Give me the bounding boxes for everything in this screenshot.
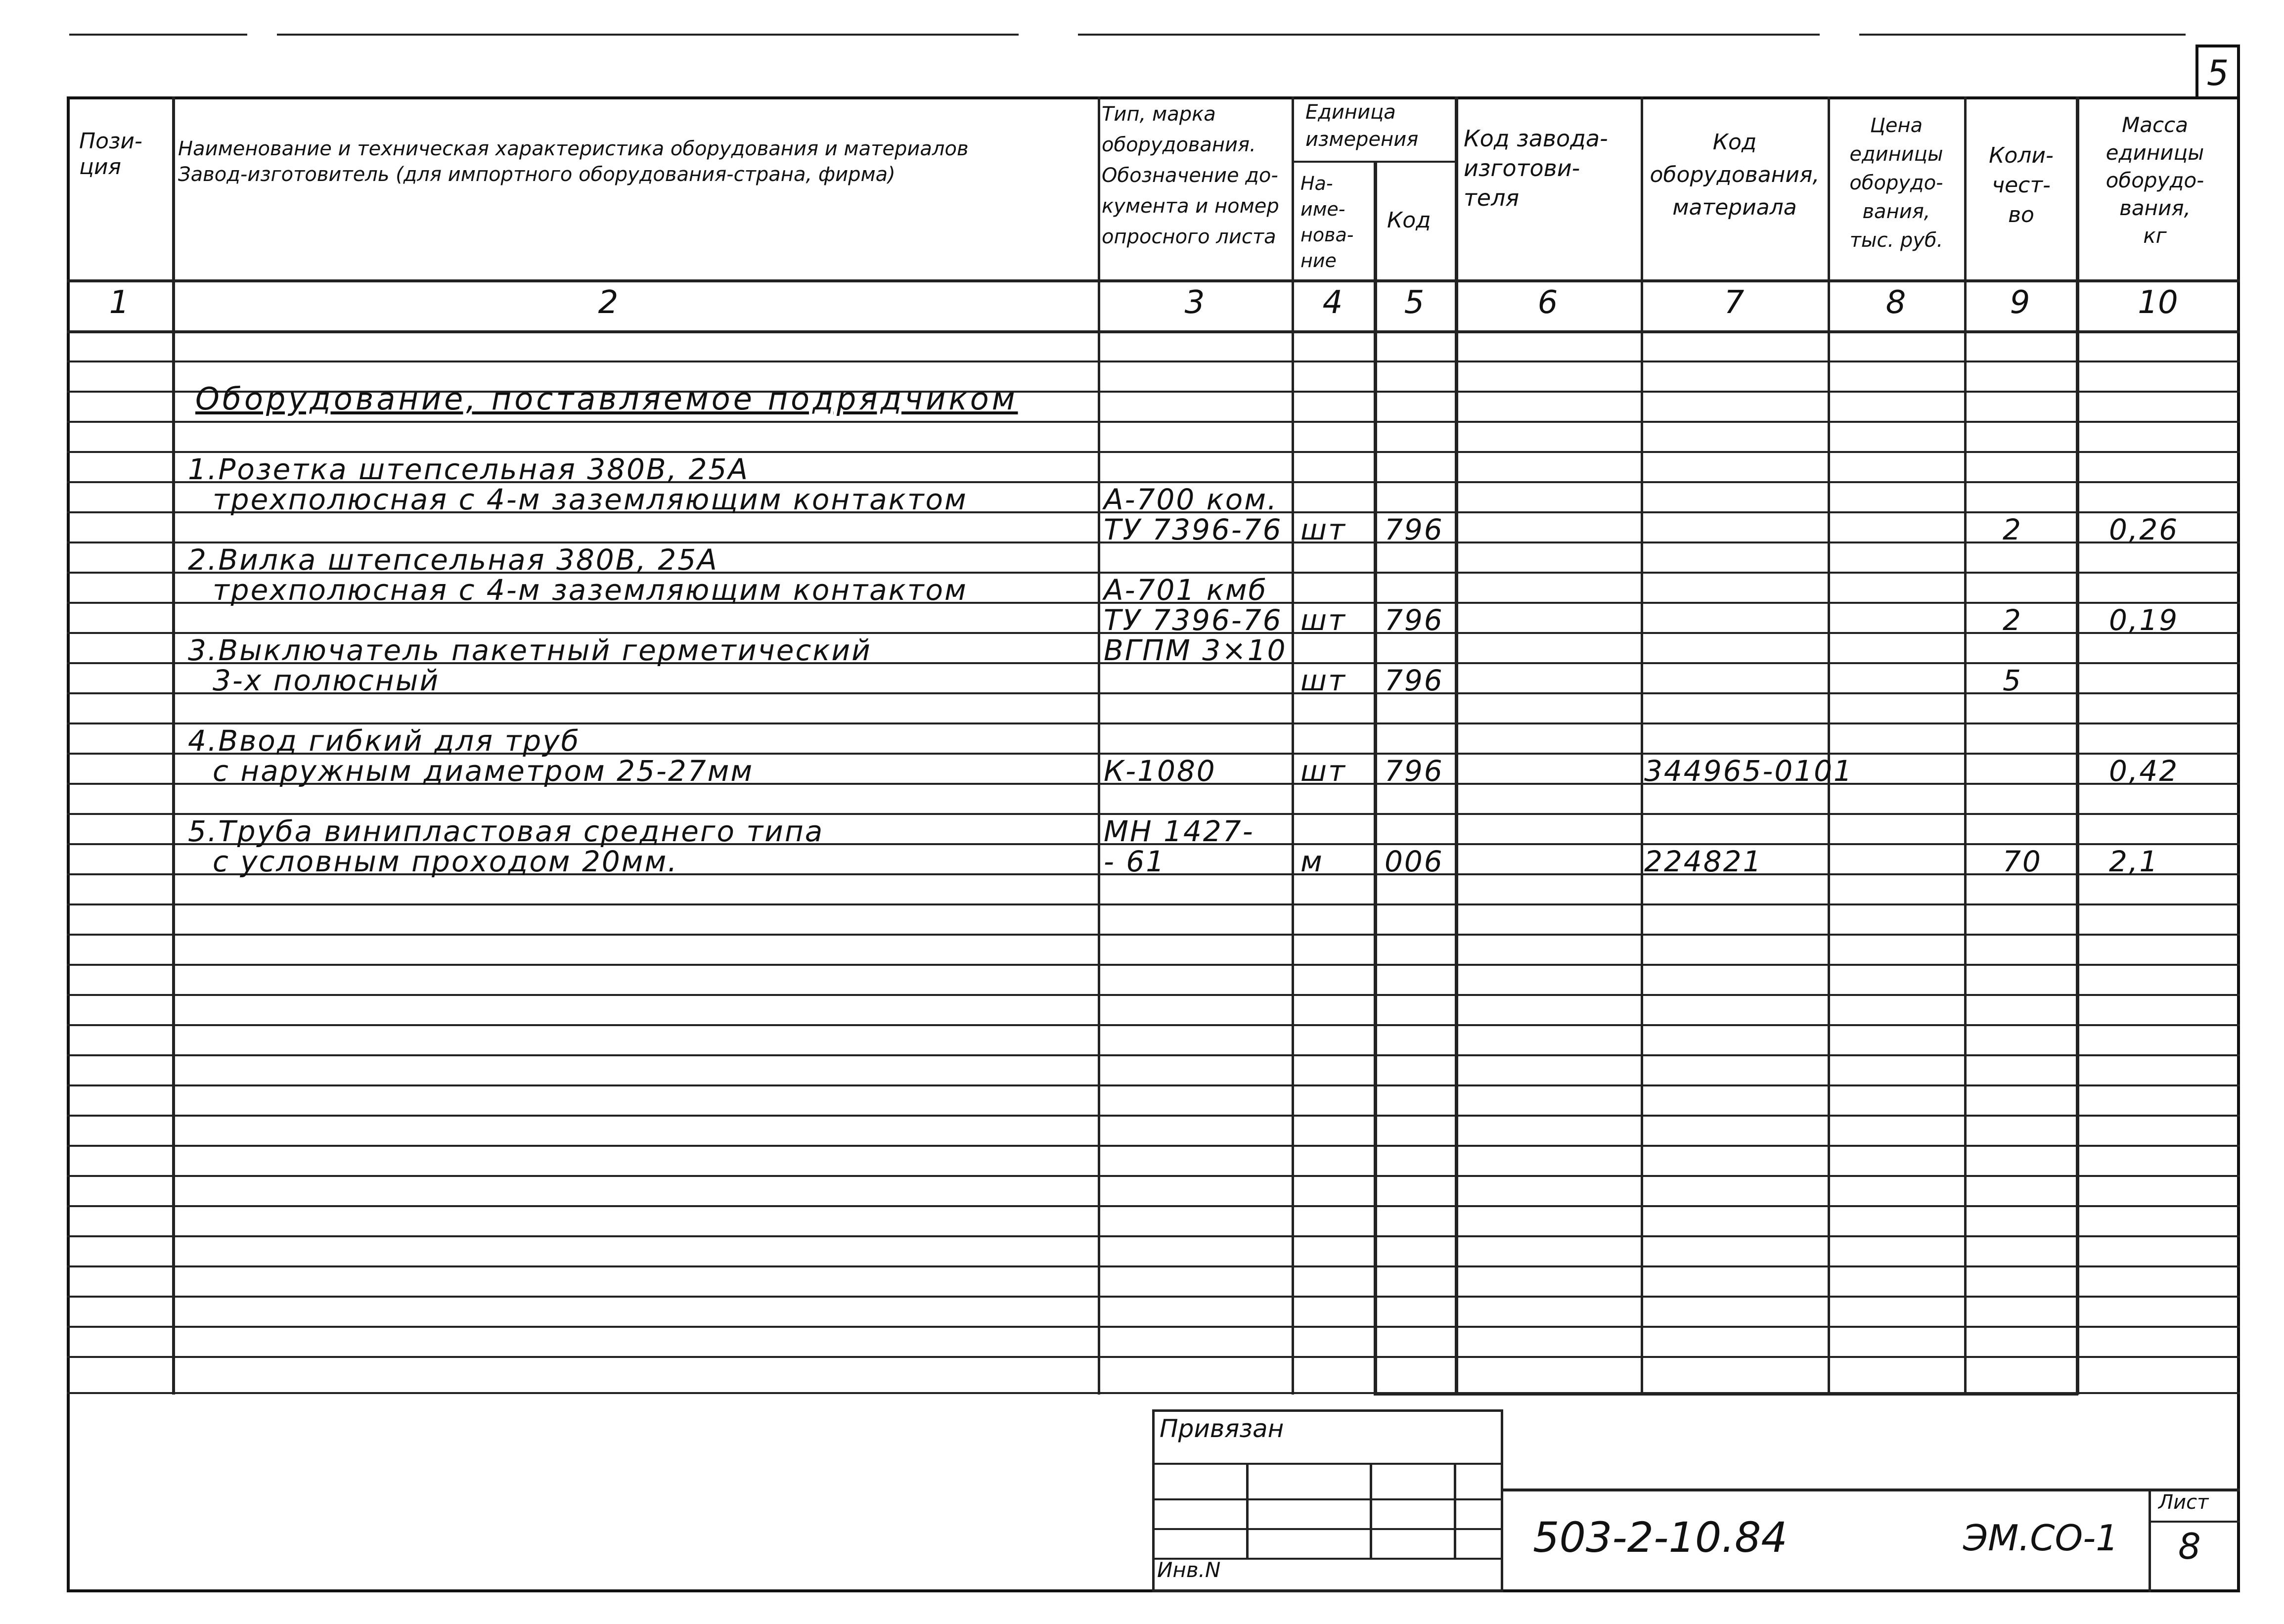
- stamp-vline: [1370, 1463, 1372, 1558]
- cell-code: 796: [1385, 603, 1444, 637]
- row-line: [67, 421, 2240, 423]
- header-quantity: Коли- чест- во: [1989, 143, 2054, 227]
- colnum-1: 1: [109, 284, 130, 321]
- header-equipment-code: Код оборудования, материала: [1650, 130, 1820, 220]
- cut-line: [277, 34, 1019, 36]
- colnum-4: 4: [1322, 284, 1343, 321]
- col-line-8: [1964, 96, 1967, 1395]
- unit-group-line: [1292, 161, 1455, 163]
- cut-line: [1078, 34, 1820, 36]
- header-type: Тип, марка оборудования. Обозначение до- кумента и номер опросного листа: [1102, 103, 1279, 248]
- col-line-7: [1828, 96, 1830, 1395]
- sheet-number: 8: [2178, 1526, 2201, 1567]
- cell-unit: шт: [1300, 513, 1346, 546]
- header-name: Наименование и техническая характеристика оборудования и материалов Завод-изготовитель (для импортного оборудования-страна, фирма): [178, 137, 969, 186]
- cell-name: 1.Розетка штепсельная 380В, 25А: [188, 452, 750, 486]
- colnum-2: 2: [598, 284, 619, 321]
- sheet-label: Лист: [2158, 1491, 2209, 1514]
- cell-type: ТУ 7396-76: [1104, 603, 1283, 637]
- header-unit-code: Код: [1387, 208, 1431, 233]
- cell-eqcode: 344965-0101: [1644, 754, 1853, 788]
- cell-type: ТУ 7396-76: [1104, 513, 1283, 546]
- colnum-6: 6: [1537, 284, 1558, 321]
- row-line: [67, 1175, 2240, 1177]
- cell-code: 796: [1385, 664, 1444, 697]
- cell-name: с наружным диаметром 25-27мм: [213, 754, 754, 788]
- row-line: [67, 1265, 2240, 1267]
- sheet-box-line: [2149, 1489, 2151, 1592]
- cell-name: 2.Вилка штепсельная 380В, 25А: [188, 543, 718, 577]
- cell-name: с условным проходом 20мм.: [213, 845, 678, 878]
- header-mass: Масса единицы оборудо- вания, кг: [2105, 113, 2204, 248]
- corner-sheet-number: 5: [2195, 45, 2240, 99]
- cell-type: ВГПМ 3×10: [1104, 633, 1287, 667]
- row-line: [67, 964, 2240, 966]
- header-unit-group: Единица измерения: [1305, 101, 1419, 151]
- stamp-line: [1152, 1528, 1503, 1530]
- cut-line: [69, 34, 247, 36]
- cell-mass: 0,26: [2109, 513, 2179, 546]
- title-block-line: [1503, 1489, 2240, 1491]
- cell-type: МН 1427-: [1104, 814, 1254, 848]
- cell-qty: 5: [2003, 664, 2022, 697]
- header-unit-name: На- име- нова- ние: [1300, 173, 1354, 271]
- cell-mass: 0,42: [2109, 754, 2179, 788]
- row-line: [67, 1326, 2240, 1328]
- cell-type: К-1080: [1104, 754, 1216, 788]
- cell-type: - 61: [1104, 845, 1166, 878]
- row-line: [67, 1024, 2240, 1026]
- cell-type: А-700 ком.: [1104, 483, 1278, 516]
- stamp-inv-label: Инв.N: [1157, 1558, 1221, 1582]
- cell-code: 796: [1385, 754, 1444, 788]
- stamp-attached-label: Привязан: [1160, 1414, 1284, 1443]
- col-line-5: [1455, 96, 1458, 1395]
- row-line: [67, 1054, 2240, 1056]
- row-line: [67, 1356, 2240, 1358]
- col-line-1: [172, 96, 175, 1395]
- header-price: Цена единицы оборудо- вания, тыс. руб.: [1849, 114, 1943, 252]
- col-line-6: [1641, 96, 1643, 1395]
- cell-qty: 2: [2003, 603, 2022, 637]
- row-line: [67, 1115, 2240, 1117]
- colnum-8: 8: [1885, 284, 1906, 321]
- col-line-2: [1098, 96, 1100, 1395]
- stamp-top-line: [67, 1392, 2240, 1394]
- row-line: [67, 994, 2240, 996]
- cell-qty: 2: [2003, 513, 2022, 546]
- stamp-vline: [1454, 1463, 1456, 1558]
- header-factory-code: Код завода- изготови- теля: [1464, 125, 1608, 211]
- cell-name: 3.Выключатель пакетный герметический: [188, 633, 872, 667]
- cell-eqcode: 224821: [1644, 845, 1763, 878]
- cell-unit: шт: [1300, 754, 1346, 788]
- cell-name: 4.Ввод гибкий для труб: [188, 724, 581, 758]
- cell-type: А-701 кмб: [1104, 573, 1268, 607]
- col-line-3: [1292, 96, 1294, 1395]
- cut-line: [1859, 34, 2186, 36]
- row-line: [67, 361, 2240, 362]
- cell-name: трехполюсная с 4-м заземляющим контактом: [213, 483, 968, 516]
- sheet-box-line: [2149, 1521, 2240, 1523]
- colnum-9: 9: [2010, 284, 2030, 321]
- colnum-5: 5: [1404, 284, 1425, 321]
- colnum-3: 3: [1184, 284, 1205, 321]
- header-bottom-line: [67, 279, 2240, 282]
- row-line: [67, 1235, 2240, 1237]
- row-line: [67, 934, 2240, 936]
- row-line: [67, 1205, 2240, 1207]
- cell-code: 006: [1385, 845, 1444, 878]
- cell-unit: шт: [1300, 603, 1346, 637]
- cell-code: 796: [1385, 513, 1444, 546]
- stamp-line: [1152, 1498, 1503, 1500]
- document-number: 503-2-10.84: [1533, 1513, 1788, 1562]
- cell-mass: 0,19: [2109, 603, 2179, 637]
- row-line: [67, 1145, 2240, 1147]
- cell-name: 5.Труба винипластовая среднего типа: [188, 814, 824, 848]
- cell-unit: шт: [1300, 664, 1346, 697]
- header-position: Пози- ция: [79, 129, 142, 180]
- row-line: [67, 1296, 2240, 1298]
- row-line: [67, 903, 2240, 905]
- section-title: Оборудование, поставляемое подрядчиком: [195, 381, 1018, 417]
- document-code: ЭМ.СО-1: [1963, 1517, 2119, 1559]
- col-line-4: [1374, 161, 1377, 1395]
- colnum-10: 10: [2138, 284, 2178, 321]
- colnum-7: 7: [1724, 284, 1745, 321]
- column-numbers-line: [67, 330, 2240, 333]
- stamp-line: [1152, 1463, 1503, 1465]
- cell-mass: 2,1: [2109, 845, 2159, 878]
- cell-name: трехполюсная с 4-м заземляющим контактом: [213, 573, 968, 607]
- stamp-vline: [1246, 1463, 1249, 1558]
- row-line: [67, 1084, 2240, 1086]
- cell-name: 3-х полюсный: [213, 664, 440, 697]
- col-line-9: [2076, 96, 2079, 1395]
- cell-qty: 70: [2003, 845, 2042, 878]
- cell-unit: м: [1300, 845, 1324, 878]
